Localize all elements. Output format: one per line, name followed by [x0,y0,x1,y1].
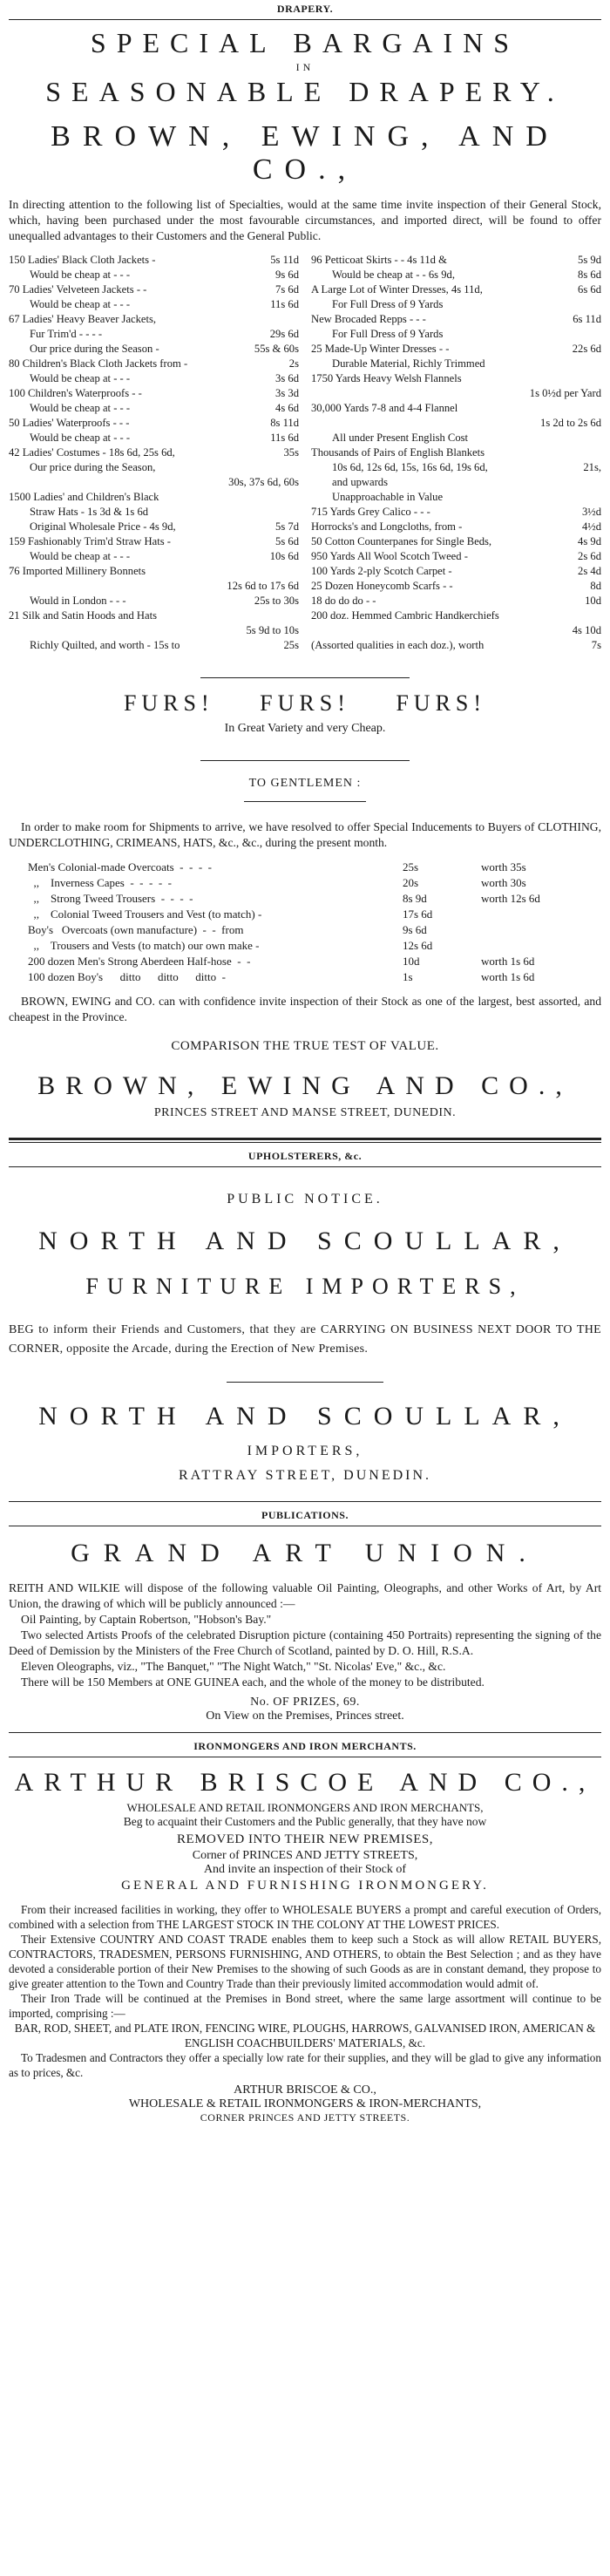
specialty-item-label: 25 Dozen Honeycomb Scarfs - - [311,580,453,592]
specialty-item-price: 4s 6d [275,402,299,414]
specialty-item-price: 2s [288,357,299,370]
specialties-left-column [9,253,299,653]
specialty-item-label: Unapproachable in Value [332,491,444,503]
clothing-price: 1s [403,970,413,983]
art-union-item-4: There will be 150 Members at ONE GUINEA each, and the whole of the money to be distributed. [21,1675,485,1689]
specialty-item-price: 1s 0½d per Yard [529,387,601,399]
firm-name: ARTHUR BRISCOE AND CO., [14,1768,596,1797]
clothing-price: 12s 6d [403,939,433,952]
specialty-item [9,608,299,623]
divider [9,19,601,20]
specialty-item [311,297,601,312]
specialty-item [311,401,601,416]
clothing-worth: worth 12s 6d [481,892,540,905]
firm-name: BROWN, EWING, AND CO., [51,120,559,186]
specialty-item [9,312,299,327]
specialty-item-label: Durable Material, Richly Trimmed [332,357,485,370]
invite-line: And invite an inspection of their Stock of [203,1863,407,1876]
specialty-item-label: 10s 6d, 12s 6d, 15s, 16s 6d, 19s 6d, [332,461,488,473]
specialty-item-label: 950 Yards All Wool Scotch Tweed - [311,550,468,562]
specialty-item [9,371,299,386]
specialty-item [9,253,299,268]
specialty-item-label: 18 do do do - - [311,595,376,607]
specialty-item-label: 100 Children's Waterproofs - - [9,387,142,399]
drapery-advert [9,27,601,1120]
specialty-item [9,386,299,401]
clothing-price: 10d [403,955,420,968]
specialty-item-label: 70 Ladies' Velveteen Jackets - - [9,283,147,296]
specialty-item-label: Our price during the Season - [30,343,159,355]
specialty-item-label: Richly Quilted, and worth - 15s to [30,639,180,651]
specialty-item [9,638,299,653]
specialty-item-label: 42 Ladies' Costumes - 18s 6d, 25s 6d, [9,446,175,459]
address: PRINCES STREET AND MANSE STREET, DUNEDIN. [153,1106,457,1119]
specialty-item-price: 7s 6d [275,283,299,296]
clothing-worth: worth 1s 6d [481,970,535,983]
specialty-item-price: 5s 9d to 10s [246,624,299,636]
clothing-item: 200 dozen Men's Strong Aberdeen Half-hose - - [28,955,251,968]
specialty-item-price: 2s 4d [578,565,601,577]
specialty-item-price: 55s & 60s [254,343,299,355]
clothing-item: Boy's Overcoats (own manufacture) - - from [28,923,244,936]
specialty-item-price: 5s 7d [275,520,299,533]
clothing-item: ,, Colonial Tweed Trousers and Vest (to match) - [28,907,262,921]
specialty-item [9,549,299,564]
specialty-item [311,342,601,357]
specialty-item-price: 4½d [581,520,601,533]
clothing-price-row [28,875,601,891]
specialty-item-label: 21 Silk and Satin Hoods and Hats [9,609,158,622]
clothing-price: 25s [403,860,419,873]
specialty-item [9,416,299,431]
specialty-item [311,371,601,386]
firm-name: NORTH AND SCOULLAR, [38,1227,572,1255]
specialty-item-price: 35s [283,446,299,459]
specialty-item-label: For Full Dress of 9 Yards [332,298,444,310]
prizes-count: No. OF PRIZES, 69. [250,1696,360,1709]
specialty-item [9,564,299,579]
specialty-item-price: 2s 6d [578,550,601,562]
specialty-item-label: 80 Children's Black Cloth Jackets from - [9,357,188,370]
comparison-slogan: COMPARISON THE TRUE TEST OF VALUE. [171,1039,439,1053]
specialty-item-price: 21s, [583,461,601,473]
specialty-item [9,297,299,312]
section-divider [9,1732,601,1733]
specialty-item-label: (Assorted qualities in each doz.), worth [311,639,485,651]
specialty-item [9,490,299,505]
furs-heading: FURS! FURS! FURS! [123,690,487,716]
specialty-item [9,579,299,594]
signature-description: WHOLESALE & RETAIL IRONMONGERS & IRON-MERCHANTS, [128,2097,482,2110]
specialty-item-price: 8s 11d [270,417,299,429]
specialty-item [9,505,299,520]
signature-firm: ARTHUR BRISCOE & CO., [234,2083,376,2097]
specialty-item [311,327,601,342]
advert-title-in: IN [295,61,315,73]
specialty-item-price: 5s 9d [578,254,601,266]
specialty-item-label: 200 doz. Hemmed Cambric Handkerchiefs [311,609,499,622]
furs-subheading: In Great Variety and very Cheap. [224,722,386,735]
specialty-item-price: 11s 6d [270,432,299,444]
specialty-item-label: A Large Lot of Winter Dresses, 4s 11d, [311,283,483,296]
specialty-item-label: 30,000 Yards 7-8 and 4-4 Flannel [311,402,458,414]
specialty-item [9,401,299,416]
section-divider [9,1138,601,1143]
specialty-item [9,327,299,342]
specialty-item-label: Would be cheap at - - - [30,268,131,281]
specialty-item-label: 67 Ladies' Heavy Beaver Jackets, [9,313,157,325]
specialty-item-label: and upwards [332,476,389,488]
intro-paragraph: In directing attention to the following list of Specialties, would at the same time invite inspection of their General Stock, which, having been purchased under the most favourable circumstances, and imported direct, will be found to offer unequalled advantages to their Customers and the General Public. [9,198,601,242]
specialty-item-label: Straw Hats - 1s 3d & 1s 6d [30,506,149,518]
specialty-item [9,357,299,371]
specialty-item-label: 96 Petticoat Skirts - - 4s 11d & [311,254,447,266]
clothing-worth: worth 30s [481,876,526,889]
specialty-item-price: 1s 2d to 2s 6d [540,417,601,429]
specialty-item [311,312,601,327]
specialty-item-price: 9s 6d [275,268,299,281]
specialty-item [9,520,299,534]
clothing-worth: worth 1s 6d [481,955,535,968]
clothing-item: ,, Strong Tweed Trousers - - - - [28,892,193,905]
specialty-item-label: New Brocaded Repps - - - [311,313,426,325]
specialty-item-label: 25 Made-Up Winter Dresses - - [311,343,450,355]
specialty-item-price: 29s 6d [269,328,299,340]
importers-label: IMPORTERS, [247,1444,363,1458]
firm-subtitle: FURNITURE IMPORTERS, [85,1274,525,1299]
specialty-item [311,445,601,460]
firm-description: WHOLESALE AND RETAIL IRONMONGERS AND IRON MERCHANTS, [126,1801,484,1814]
specialty-item-label: 100 Yards 2-ply Scotch Carpet - [311,565,452,577]
specialty-item [9,475,299,490]
specialty-item [311,357,601,371]
clothing-price-row [28,938,601,954]
ironmongers-paragraph-4: To Tradesmen and Contractors they offer a specially low rate for their supplies, and they will be glad to give any information as to prices, &c. [9,2051,601,2079]
advert-title-line2: SEASONABLE DRAPERY. [45,76,565,107]
specialty-item [311,505,601,520]
clothing-price-row [28,907,601,922]
art-union-item-2: Two selected Artists Proofs of the celebrated Disruption picture (containing 450 Portraits) representing the signing of the Deed of Demission by the Ministers of the Free Church of Scotland, painted by D. O. Hill, R.S.A. [9,1628,601,1657]
specialty-item-price: 4s 10d [572,624,601,636]
specialty-item [311,475,601,490]
clothing-price-row [28,969,601,985]
section-header-publications: PUBLICATIONS. [261,1509,349,1521]
specialty-item [311,534,601,549]
specialty-item-price: 11s 6d [270,298,299,310]
specialty-item [311,549,601,564]
short-divider [200,677,410,678]
clothing-price-row [28,954,601,969]
specialty-item-price: 3s 6d [275,372,299,384]
clothing-item: Men's Colonial-made Overcoats - - - - [28,860,213,873]
specialty-item-label: Original Wholesale Price - 4s 9d, [30,520,176,533]
specialty-item-price: 6s 11d [573,313,601,325]
clothing-price: 17s 6d [403,907,433,921]
specialty-item-price: 8d [590,580,601,592]
short-divider [244,801,366,802]
short-divider [227,1382,383,1383]
specialty-item [311,594,601,608]
specialty-item [311,520,601,534]
specialty-item [9,460,299,475]
divider [9,1166,601,1167]
removed-line: REMOVED INTO THEIR NEW PREMISES, [177,1832,433,1846]
specialty-item [311,579,601,594]
specialty-item-label: 76 Imported Millinery Bonnets [9,565,146,577]
ironmongery-heading: GENERAL AND FURNISHING IRONMONGERY. [121,1879,489,1893]
specialty-item-price: 7s [591,639,601,651]
iron-goods-list: BAR, ROD, SHEET, and PLATE IRON, FENCING WIRE, PLOUGHS, HARROWS, GALVANISED IRON, AMERICAN & ENGLISH COACHBUILDERS' MATERIALS, &c. [14,2022,596,2049]
specialty-item [311,268,601,282]
specialty-item [9,445,299,460]
firm-name-second: NORTH AND SCOULLAR, [38,1402,572,1431]
specialty-item-price: 5s 11d [270,254,299,266]
ironmongers-paragraph-1: From their increased facilities in working, they offer to WHOLESALE BUYERS a prompt and careful execution of Orders, combined with a selection from THE LARGEST STOCK IN THE COLONY AT THE LOWEST PRICES. [9,1903,601,1931]
specialty-item-label: Would be cheap at - - - [30,550,131,562]
specialties-list [9,253,601,653]
specialty-item-price: 10d [585,595,601,607]
specialty-item-label: 50 Ladies' Waterproofs - - - [9,417,130,429]
specialty-item-label: Our price during the Season, [30,461,156,473]
gentlemen-heading: TO GENTLEMEN : [248,777,362,790]
specialty-item-price: 6s 6d [578,283,601,296]
specialty-item [311,490,601,505]
specialty-item [311,460,601,475]
specialty-item-label: 159 Fashionably Trim'd Straw Hats - [9,535,171,547]
specialty-item [9,431,299,445]
clothing-price-row [28,891,601,907]
specialty-item [311,608,601,623]
specialty-item-price: 3½d [581,506,601,518]
ironmongers-paragraph-2: Their Extensive COUNTRY AND COAST TRADE enables them to keep such a Stock as will allow RETAIL BUYERS, CONTRACTORS, TRADESMEN, PERSONS FURNISHING, AND OTHERS, to obtain the Best Selection ; and as they have devoted a considerable portion of their New Premises to the showing of such Goods as are in constant demand, they propose to give greater attention to the Town and Country Trade than their previously limited accommodation would admit of. [9,1933,601,1990]
ironmongers-advert [9,1740,601,2124]
clothing-item: ,, Inverness Capes - - - - - [28,876,172,889]
specialty-item-price: 25s [283,639,299,651]
specialty-item [311,253,601,268]
clothing-price-table [9,860,601,985]
acquaint-line: Beg to acquaint their Customers and the Public generally, that they have now [123,1815,487,1828]
specialty-item-label: All under Present English Cost [332,432,469,444]
art-union-item-3: Eleven Oleographs, viz., "The Banquet," "The Night Watch," "St. Nicolas' Eve," &c., &c. [21,1660,446,1673]
specialty-item-label: Horrocks's and Longcloths, from - [311,520,463,533]
short-divider [200,760,410,761]
clothing-worth: worth 35s [481,860,526,873]
upholsterers-advert [9,1150,601,1484]
specialty-item-price: 4s 9d [578,535,601,547]
specialty-item [9,534,299,549]
clothing-price: 20s [403,876,419,889]
ironmongers-paragraph-3: Their Iron Trade will be continued at the Premises in Bond street, where the same large assortment will continue to be imported, comprising :— [9,1992,601,2020]
clothing-item: 100 dozen Boy's ditto ditto ditto - [28,970,226,983]
specialty-item-price: 12s 6d to 17s 6d [227,580,299,592]
specialty-item-label: 1500 Ladies' and Children's Black [9,491,159,503]
art-union-item-1: Oil Painting, by Captain Robertson, "Hobson's Bay." [21,1613,272,1626]
firm-name-bottom: BROWN, EWING AND CO., [37,1071,573,1100]
advert-title-line1: SPECIAL BARGAINS [90,27,520,58]
specialty-item-label: 1750 Yards Heavy Welsh Flannels [311,372,462,384]
specialty-item-price: 5s 6d [275,535,299,547]
publications-advert [9,1509,601,1723]
specialty-item [9,268,299,282]
specialty-item-label: For Full Dress of 9 Yards [332,328,444,340]
specialty-item [9,594,299,608]
specialty-item [9,623,299,638]
notice-paragraph: BEG to inform their Friends and Customers, that they are CARRYING ON BUSINESS NEXT DOOR TO THE CORNER, opposite the Arcade, during the Erection of New Premises. [9,1323,601,1356]
specialty-item-label: Would be cheap at - - 6s 9d, [332,268,455,281]
art-union-title: GRAND ART UNION. [71,1539,539,1567]
specialty-item-label: Would be cheap at - - - [30,402,131,414]
specialty-item-label: 150 Ladies' Black Cloth Jackets - [9,254,156,266]
specialty-item-price: 30s, 37s 6d, 60s [228,476,299,488]
clothing-item: ,, Trousers and Vests (to match) our own make - [28,939,260,952]
view-location: On View on the Premises, Princes street. [206,1709,404,1723]
specialty-item [311,638,601,653]
closing-paragraph: BROWN, EWING and CO. can with confidence invite inspection of their Stock as one of the largest, best assorted, and cheapest in the Province. [9,995,601,1023]
specialty-item-label: Would in London - - - [30,595,126,607]
specialty-item-label: Would be cheap at - - - [30,372,131,384]
specialty-item-label: Fur Trim'd - - - - [30,328,103,340]
specialty-item [311,564,601,579]
specialty-item-label: 715 Yards Grey Calico - - - [311,506,430,518]
clothing-price-row [28,860,601,875]
section-header-ironmongers: IRONMONGERS AND IRON MERCHANTS. [193,1740,417,1752]
clothing-price-row [28,922,601,938]
specialty-item-price: 10s 6d [269,550,299,562]
section-header-drapery: DRAPERY. [276,3,334,15]
corner-line: Corner of PRINCES AND JETTY STREETS, [192,1849,418,1862]
specialty-item-label: Thousands of Pairs of English Blankets [311,446,485,459]
specialty-item [9,342,299,357]
specialty-item [311,282,601,297]
specialty-item-price: 22s 6d [572,343,601,355]
clothing-price: 8s 9d [403,892,427,905]
specialty-item-label: Would be cheap at - - - [30,298,131,310]
section-header-upholsterers: UPHOLSTERERS, &c. [247,1150,363,1162]
specialty-item-label: 50 Cotton Counterpanes for Single Beds, [311,535,492,547]
specialty-item-price: 25s to 30s [254,595,299,607]
specialty-item [311,386,601,401]
clothing-price: 9s 6d [403,923,427,936]
specialty-item-price: 8s 6d [578,268,601,281]
address: RATTRAY STREET, DUNEDIN. [178,1468,432,1483]
specialty-item-price: 3s 3d [275,387,299,399]
gentlemen-intro: In order to make room for Shipments to arrive, we have resolved to offer Special Inducements to Buyers of CLOTHING, UNDERCLOTHING, CRIMEANS, HATS, &c., &c., during the present month. [9,820,601,849]
signature-address: CORNER PRINCES AND JETTY STREETS. [200,2111,410,2124]
art-union-intro: REITH AND WILKIE will dispose of the following valuable Oil Painting, Oleographs, and other Works of Art, by Art Union, the drawing of which will be publicly announced :— [9,1581,601,1610]
specialty-item [311,431,601,445]
specialty-item [311,623,601,638]
specialty-item [311,416,601,431]
section-divider [9,1501,601,1502]
specialties-right-column [311,253,601,653]
public-notice-heading: PUBLIC NOTICE. [227,1192,383,1206]
specialty-item [9,282,299,297]
specialty-item-label: Would be cheap at - - - [30,432,131,444]
